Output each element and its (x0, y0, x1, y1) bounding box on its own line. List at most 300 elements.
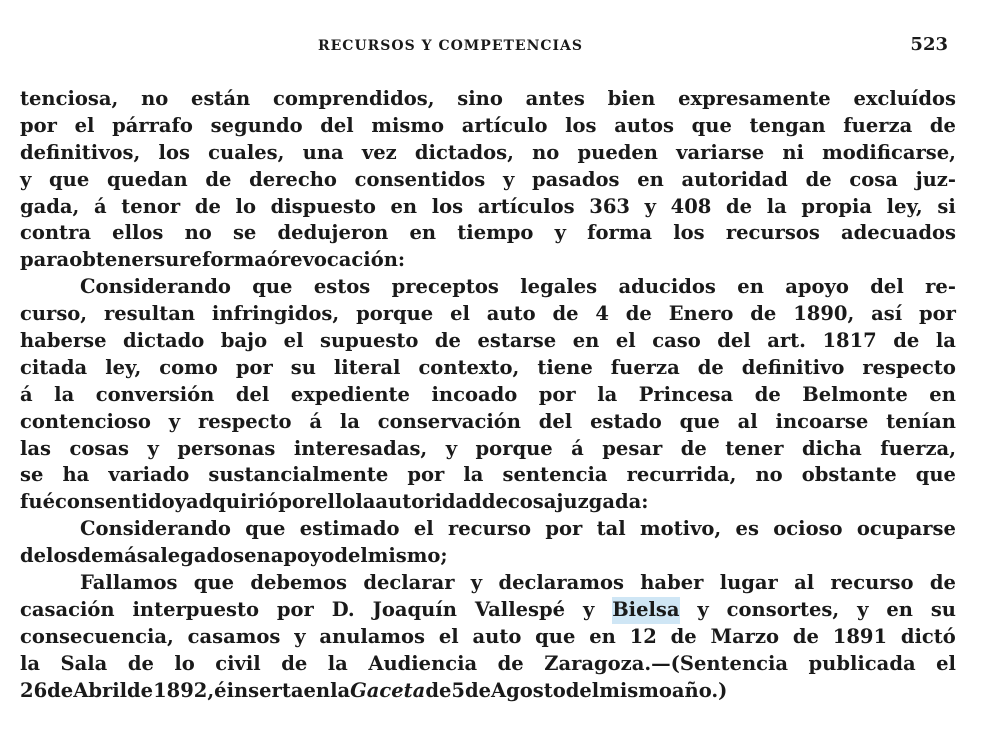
word: fuerza (610, 355, 680, 379)
word: fué (20, 490, 55, 514)
word: que (252, 275, 293, 299)
word: en (886, 597, 913, 621)
word: se (20, 463, 44, 487)
word: definitivos, (20, 140, 141, 164)
word: supuesto (320, 329, 419, 353)
word: incoarse (775, 409, 869, 433)
word: párrafo (112, 113, 193, 137)
word: de (47, 678, 74, 702)
word: por (407, 463, 445, 487)
word: de (726, 194, 753, 218)
word: en (409, 221, 437, 245)
text-line (20, 220, 956, 247)
word: Belmonte (802, 382, 908, 406)
word: tal (596, 517, 626, 541)
word: y (445, 436, 458, 460)
word: que (193, 571, 235, 595)
word: de (680, 436, 707, 460)
word: los (431, 194, 464, 218)
word: forma (587, 221, 653, 245)
word: tengan (749, 113, 826, 137)
word: respecto (862, 355, 956, 379)
word: debemos (250, 571, 348, 595)
word: Vallespé (474, 597, 566, 621)
word: de (929, 113, 956, 137)
word: por (278, 490, 316, 514)
word: el (450, 302, 470, 326)
word: la (327, 651, 348, 675)
word: dispuesto (270, 194, 376, 218)
text-line (20, 274, 956, 301)
word: si (937, 194, 956, 218)
word: contexto, (418, 355, 520, 379)
word: interesadas, (293, 436, 428, 460)
word: su (930, 597, 956, 621)
text-line (20, 462, 956, 489)
word: fuerza, (880, 436, 956, 460)
word: por (235, 355, 273, 379)
word: que (49, 167, 90, 191)
word: derecho (249, 167, 337, 191)
word: recurrida, (626, 463, 737, 487)
word: los (565, 113, 597, 137)
word: mismo (599, 678, 672, 702)
word: Considerando (80, 275, 231, 299)
word: en (737, 275, 764, 299)
word: tiempo (457, 221, 534, 245)
word: 1892, (153, 678, 215, 702)
text-line (20, 516, 956, 543)
word: alegados (147, 544, 245, 568)
word: 4 (595, 302, 609, 326)
word: excluídos (853, 87, 956, 110)
word: ocioso (773, 517, 843, 541)
text-line (20, 247, 956, 274)
text-line (20, 328, 956, 355)
word: por (538, 382, 576, 406)
text-line (20, 597, 956, 624)
word: á (309, 409, 323, 433)
word: cosa (849, 167, 898, 191)
text-line (20, 382, 956, 409)
word: no (532, 140, 560, 164)
word: apoyo (785, 275, 849, 299)
word: para (20, 248, 70, 272)
word: de (792, 624, 819, 648)
word: la (339, 409, 360, 433)
word: adecuados (840, 221, 956, 245)
word: y (147, 436, 159, 460)
word: declaramos (498, 571, 624, 595)
word: que (535, 624, 576, 648)
word: el (283, 329, 304, 353)
word: curso, (20, 302, 88, 326)
word: al (737, 409, 758, 433)
word: pueden (577, 140, 658, 164)
word: apoyo (270, 544, 335, 568)
word: estos (313, 275, 371, 299)
word: ley, (886, 194, 923, 218)
word: Bielsa (612, 597, 679, 624)
word: de (434, 329, 461, 353)
word: de (194, 194, 221, 218)
word: como (159, 355, 218, 379)
word: y (174, 490, 187, 514)
word: por (276, 597, 314, 621)
word: de (697, 355, 724, 379)
word: de (20, 544, 47, 568)
word: el (615, 329, 636, 353)
word: y (554, 221, 566, 245)
word: Abril (73, 678, 128, 702)
word: no (184, 221, 212, 245)
word: que (679, 409, 720, 433)
word: que (691, 113, 732, 137)
word: los (158, 140, 190, 164)
word: año.) (671, 678, 728, 702)
word: tener (725, 436, 784, 460)
word: infringidos, (211, 302, 340, 326)
word: inserta (226, 678, 304, 702)
word: recurso (830, 571, 914, 595)
word: en (637, 167, 664, 191)
text-line (20, 489, 956, 516)
word: consentido (54, 490, 175, 514)
word: auto (472, 624, 522, 648)
word: artículos (477, 194, 575, 218)
word: segundo (210, 113, 303, 137)
word: de (929, 571, 956, 595)
word: Sala (60, 651, 108, 675)
word: el (936, 651, 956, 675)
word: D. (331, 597, 355, 621)
word: Considerando (80, 517, 231, 541)
word: ocuparse (856, 517, 956, 541)
text-line (20, 355, 956, 382)
word: no (755, 463, 783, 487)
word: interpuesto (132, 597, 259, 621)
word: están (191, 87, 251, 110)
word: los (46, 544, 78, 568)
word: declarar (363, 571, 455, 595)
word: demás (77, 544, 148, 568)
word: la (355, 490, 376, 514)
word: Princesa (638, 382, 734, 406)
running-header: RECURSOS Y COMPETENCIAS (318, 38, 584, 54)
word: consentidos (354, 167, 486, 191)
word: así (871, 302, 903, 326)
word: á (20, 382, 33, 406)
word: aducidos (618, 275, 716, 299)
word: en (244, 544, 271, 568)
word: de (670, 624, 697, 648)
word: tenciosa, (20, 87, 119, 110)
word: publicada (808, 651, 916, 675)
word: 1817 (822, 329, 877, 353)
word: civil (215, 651, 261, 675)
word: fuerza (843, 113, 913, 137)
word: de (127, 651, 154, 675)
word: de (127, 678, 154, 702)
word: Marzo (710, 624, 780, 648)
word: de (754, 382, 781, 406)
word: en (390, 194, 418, 218)
word: adquirió (186, 490, 279, 514)
word: incoado (431, 382, 518, 406)
word: ni (782, 140, 804, 164)
word: tenían (886, 409, 956, 433)
word: su (290, 355, 316, 379)
text-line (20, 86, 956, 113)
word: ó (266, 248, 280, 272)
word: una (302, 140, 344, 164)
word: consecuencia, (20, 624, 174, 648)
word: Gaceta (350, 678, 426, 702)
word: mismo (371, 113, 445, 137)
text-line (20, 678, 956, 705)
word: 5 (451, 678, 465, 702)
word: del (235, 382, 270, 406)
word: y (857, 597, 869, 621)
word: del (717, 329, 751, 353)
word: es (735, 517, 759, 541)
word: juz- (915, 167, 956, 191)
text-line (20, 624, 956, 651)
word: haberse (20, 329, 107, 353)
word: la (20, 651, 41, 675)
word: recurso (448, 517, 531, 541)
word: por (20, 113, 57, 137)
word: 1890, (793, 302, 855, 326)
word: del (538, 409, 573, 433)
word: dedujeron (277, 221, 389, 245)
word: revocación: (279, 248, 406, 272)
word: modificarse, (822, 140, 956, 164)
word: del (870, 275, 904, 299)
word: Joaquín (372, 597, 457, 621)
word: dictó (900, 624, 956, 648)
word: bien (607, 87, 656, 110)
word: y (20, 167, 32, 191)
word: porque (356, 302, 434, 326)
word: y (697, 597, 709, 621)
word: conversión (95, 382, 215, 406)
word: lo (235, 194, 256, 218)
word: y (582, 597, 595, 621)
word: quedan (106, 167, 188, 191)
word: pesar (602, 436, 663, 460)
word: la (463, 463, 484, 487)
word: de (805, 167, 832, 191)
word: á (571, 436, 584, 460)
word: lo (174, 651, 195, 675)
word: la (766, 194, 787, 218)
word: é (214, 678, 227, 702)
word: gada, (20, 194, 80, 218)
body-text (20, 86, 956, 704)
word: cuales, (208, 140, 285, 164)
word: lugar (719, 571, 778, 595)
word: preceptos (391, 275, 499, 299)
text-line (20, 194, 956, 221)
text-line (20, 543, 956, 570)
word: tiene (537, 355, 593, 379)
word: y (502, 167, 515, 191)
text-line (20, 113, 956, 140)
word: mismo; (367, 544, 448, 568)
word: motivo, (640, 517, 722, 541)
word: contra (20, 221, 91, 245)
word: en (589, 624, 616, 648)
word: casamos (187, 624, 281, 648)
word: estimado (299, 517, 400, 541)
word: 1891 (832, 624, 888, 648)
word: el (413, 517, 434, 541)
word: comprendidos, (273, 87, 435, 110)
word: artículo (461, 113, 548, 137)
word: y (294, 624, 306, 648)
word: la (597, 382, 618, 406)
word: 12 (629, 624, 657, 648)
word: y (644, 194, 656, 218)
word: art. (767, 329, 806, 353)
word: se (232, 221, 257, 245)
word: estarse (477, 329, 557, 353)
word: contencioso (20, 409, 151, 433)
word: obstante (801, 463, 897, 487)
word: del (320, 113, 354, 137)
word: 408 (670, 194, 712, 218)
word: de (893, 329, 920, 353)
word: y (470, 571, 483, 595)
word: del (334, 544, 368, 568)
word: autoridad (375, 490, 482, 514)
word: la (935, 329, 956, 353)
word: porque (475, 436, 553, 460)
word: de (481, 490, 508, 514)
word: haber (640, 571, 704, 595)
word: su (154, 248, 180, 272)
word: expresamente (678, 87, 831, 110)
word: consortes, (726, 597, 840, 621)
word: reforma (179, 248, 267, 272)
word: variado (108, 463, 190, 487)
word: expediente (290, 382, 410, 406)
word: el (438, 624, 459, 648)
word: por (919, 302, 956, 326)
word: Fallamos (80, 571, 178, 595)
word: vez (361, 140, 397, 164)
word: dicha (802, 436, 862, 460)
text-line (20, 409, 956, 436)
text-line (20, 167, 956, 194)
word: en (303, 678, 331, 702)
word: sino (457, 87, 503, 110)
word: 363 (589, 194, 630, 218)
word: ha (62, 463, 90, 487)
text-line (20, 651, 956, 678)
word: Zaragoza.—(Sentencia (544, 651, 789, 675)
word: Enero (668, 302, 734, 326)
word: sentencia (502, 463, 608, 487)
word: al (794, 571, 815, 595)
word: en (572, 329, 600, 353)
word: no (141, 87, 169, 110)
word: legales (520, 275, 598, 299)
word: auto (486, 302, 536, 326)
word: de (205, 167, 232, 191)
word: sustancialmente (208, 463, 389, 487)
word: dictado (123, 329, 205, 353)
word: ello (315, 490, 356, 514)
word: juzgada: (556, 490, 649, 514)
word: 26 (20, 678, 48, 702)
word: citada (20, 355, 88, 379)
word: Audiencia (368, 651, 478, 675)
word: propia (801, 194, 872, 218)
word: recursos (725, 221, 820, 245)
text-line (20, 436, 956, 463)
word: que (245, 517, 286, 541)
page-number: 523 (910, 34, 948, 55)
word: ley, (105, 355, 142, 379)
word: de (281, 651, 308, 675)
word: que (915, 463, 956, 487)
word: dictados, (414, 140, 514, 164)
word: casación (20, 597, 115, 621)
word: conservación (377, 409, 521, 433)
word: variarse (676, 140, 765, 164)
word: literal (333, 355, 401, 379)
word: respecto (197, 409, 292, 433)
word: de (464, 678, 491, 702)
word: anulamos (319, 624, 426, 648)
word: estado (590, 409, 662, 433)
word: el (74, 113, 95, 137)
word: de (552, 302, 579, 326)
word: antes (525, 87, 585, 110)
word: de (750, 302, 777, 326)
word: de (625, 302, 652, 326)
word: obtener (69, 248, 155, 272)
word: resultan (103, 302, 196, 326)
word: los (673, 221, 705, 245)
word: á (94, 194, 107, 218)
word: tenor (121, 194, 181, 218)
word: la (330, 678, 351, 702)
word: por (545, 517, 583, 541)
word: autos (614, 113, 675, 137)
text-line (20, 301, 956, 328)
word: cosa (507, 490, 557, 514)
word: autoridad (681, 167, 788, 191)
word: de (497, 651, 524, 675)
word: pasados (531, 167, 620, 191)
text-line (20, 570, 956, 597)
word: y (168, 409, 181, 433)
word: de (425, 678, 452, 702)
word: del (565, 678, 600, 702)
word: Agosto (491, 678, 566, 702)
word: la (54, 382, 75, 406)
word: cosas (69, 436, 129, 460)
word: personas (177, 436, 276, 460)
word: bajo (220, 329, 268, 353)
word: las (20, 436, 52, 460)
word: definitivo (741, 355, 845, 379)
word: caso (652, 329, 701, 353)
word: ellos (112, 221, 164, 245)
